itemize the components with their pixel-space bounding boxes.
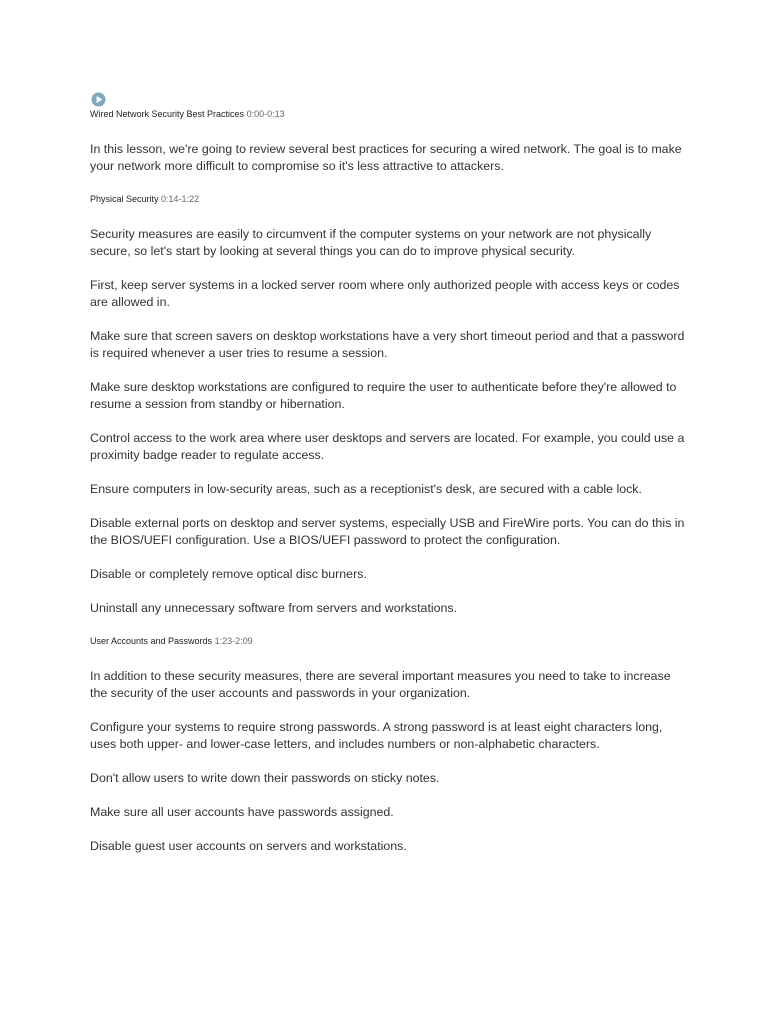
section-title: Physical Security	[90, 194, 159, 204]
section-heading	[90, 108, 690, 120]
paragraph: Uninstall any unnecessary software from servers and workstations.	[90, 601, 458, 615]
paragraph: Disable guest user accounts on servers and workstations.	[90, 839, 407, 853]
paragraph: Disable external ports on desktop and server systems, especially USB and FireWire ports. You can do this in the BIOS/UEFI configuration. Use a BIOS/UEFI password to protect the configuration.	[90, 516, 685, 547]
paragraph: Security measures are easily to circumvent if the computer systems on your network are not physically secure, so let's start by looking at several things you can do to improve physical security.	[90, 227, 652, 258]
paragraph: Make sure desktop workstations are configured to require the user to authenticate before they're allowed to resume a session from standby or hibernation.	[90, 380, 677, 411]
section-timestamp: 1:23-2:09	[214, 636, 253, 646]
lesson-transcript	[90, 92, 690, 855]
paragraph: First, keep server systems in a locked server room where only authorized people with access keys or codes are allowed in.	[90, 278, 680, 309]
section-title: User Accounts and Passwords	[90, 636, 213, 646]
paragraph: Disable or completely remove optical disc burners.	[90, 567, 367, 581]
paragraph: Don't allow users to write down their passwords on sticky notes.	[90, 771, 440, 785]
section-heading	[90, 635, 690, 647]
section-timestamp: 0:00-0:13	[246, 109, 285, 119]
paragraph: Control access to the work area where user desktops and servers are located. For example, you could use a proximity badge reader to regulate access.	[90, 431, 685, 462]
paragraph: In this lesson, we're going to review several best practices for securing a wired network. The goal is to make your network more difficult to compromise so it's less attractive to attackers.	[90, 142, 682, 173]
section-title: Wired Network Security Best Practices	[90, 109, 245, 119]
paragraph: In addition to these security measures, there are several important measures you need to take to increase the security of the user accounts and passwords in your organization.	[90, 669, 671, 700]
paragraph: Ensure computers in low-security areas, such as a receptionist's desk, are secured with a cable lock.	[90, 482, 642, 496]
section-heading	[90, 193, 690, 205]
paragraph: Make sure that screen savers on desktop workstations have a very short timeout period and that a password is required whenever a user tries to resume a session.	[90, 329, 685, 360]
play-icon[interactable]	[91, 92, 106, 107]
paragraph: Make sure all user accounts have passwords assigned.	[90, 805, 394, 819]
paragraph: Configure your systems to require strong passwords. A strong password is at least eight characters long, uses both upper- and lower-case letters, and includes numbers or non-alphabetic characters.	[90, 720, 663, 751]
section-timestamp: 0:14-1:22	[161, 194, 200, 204]
